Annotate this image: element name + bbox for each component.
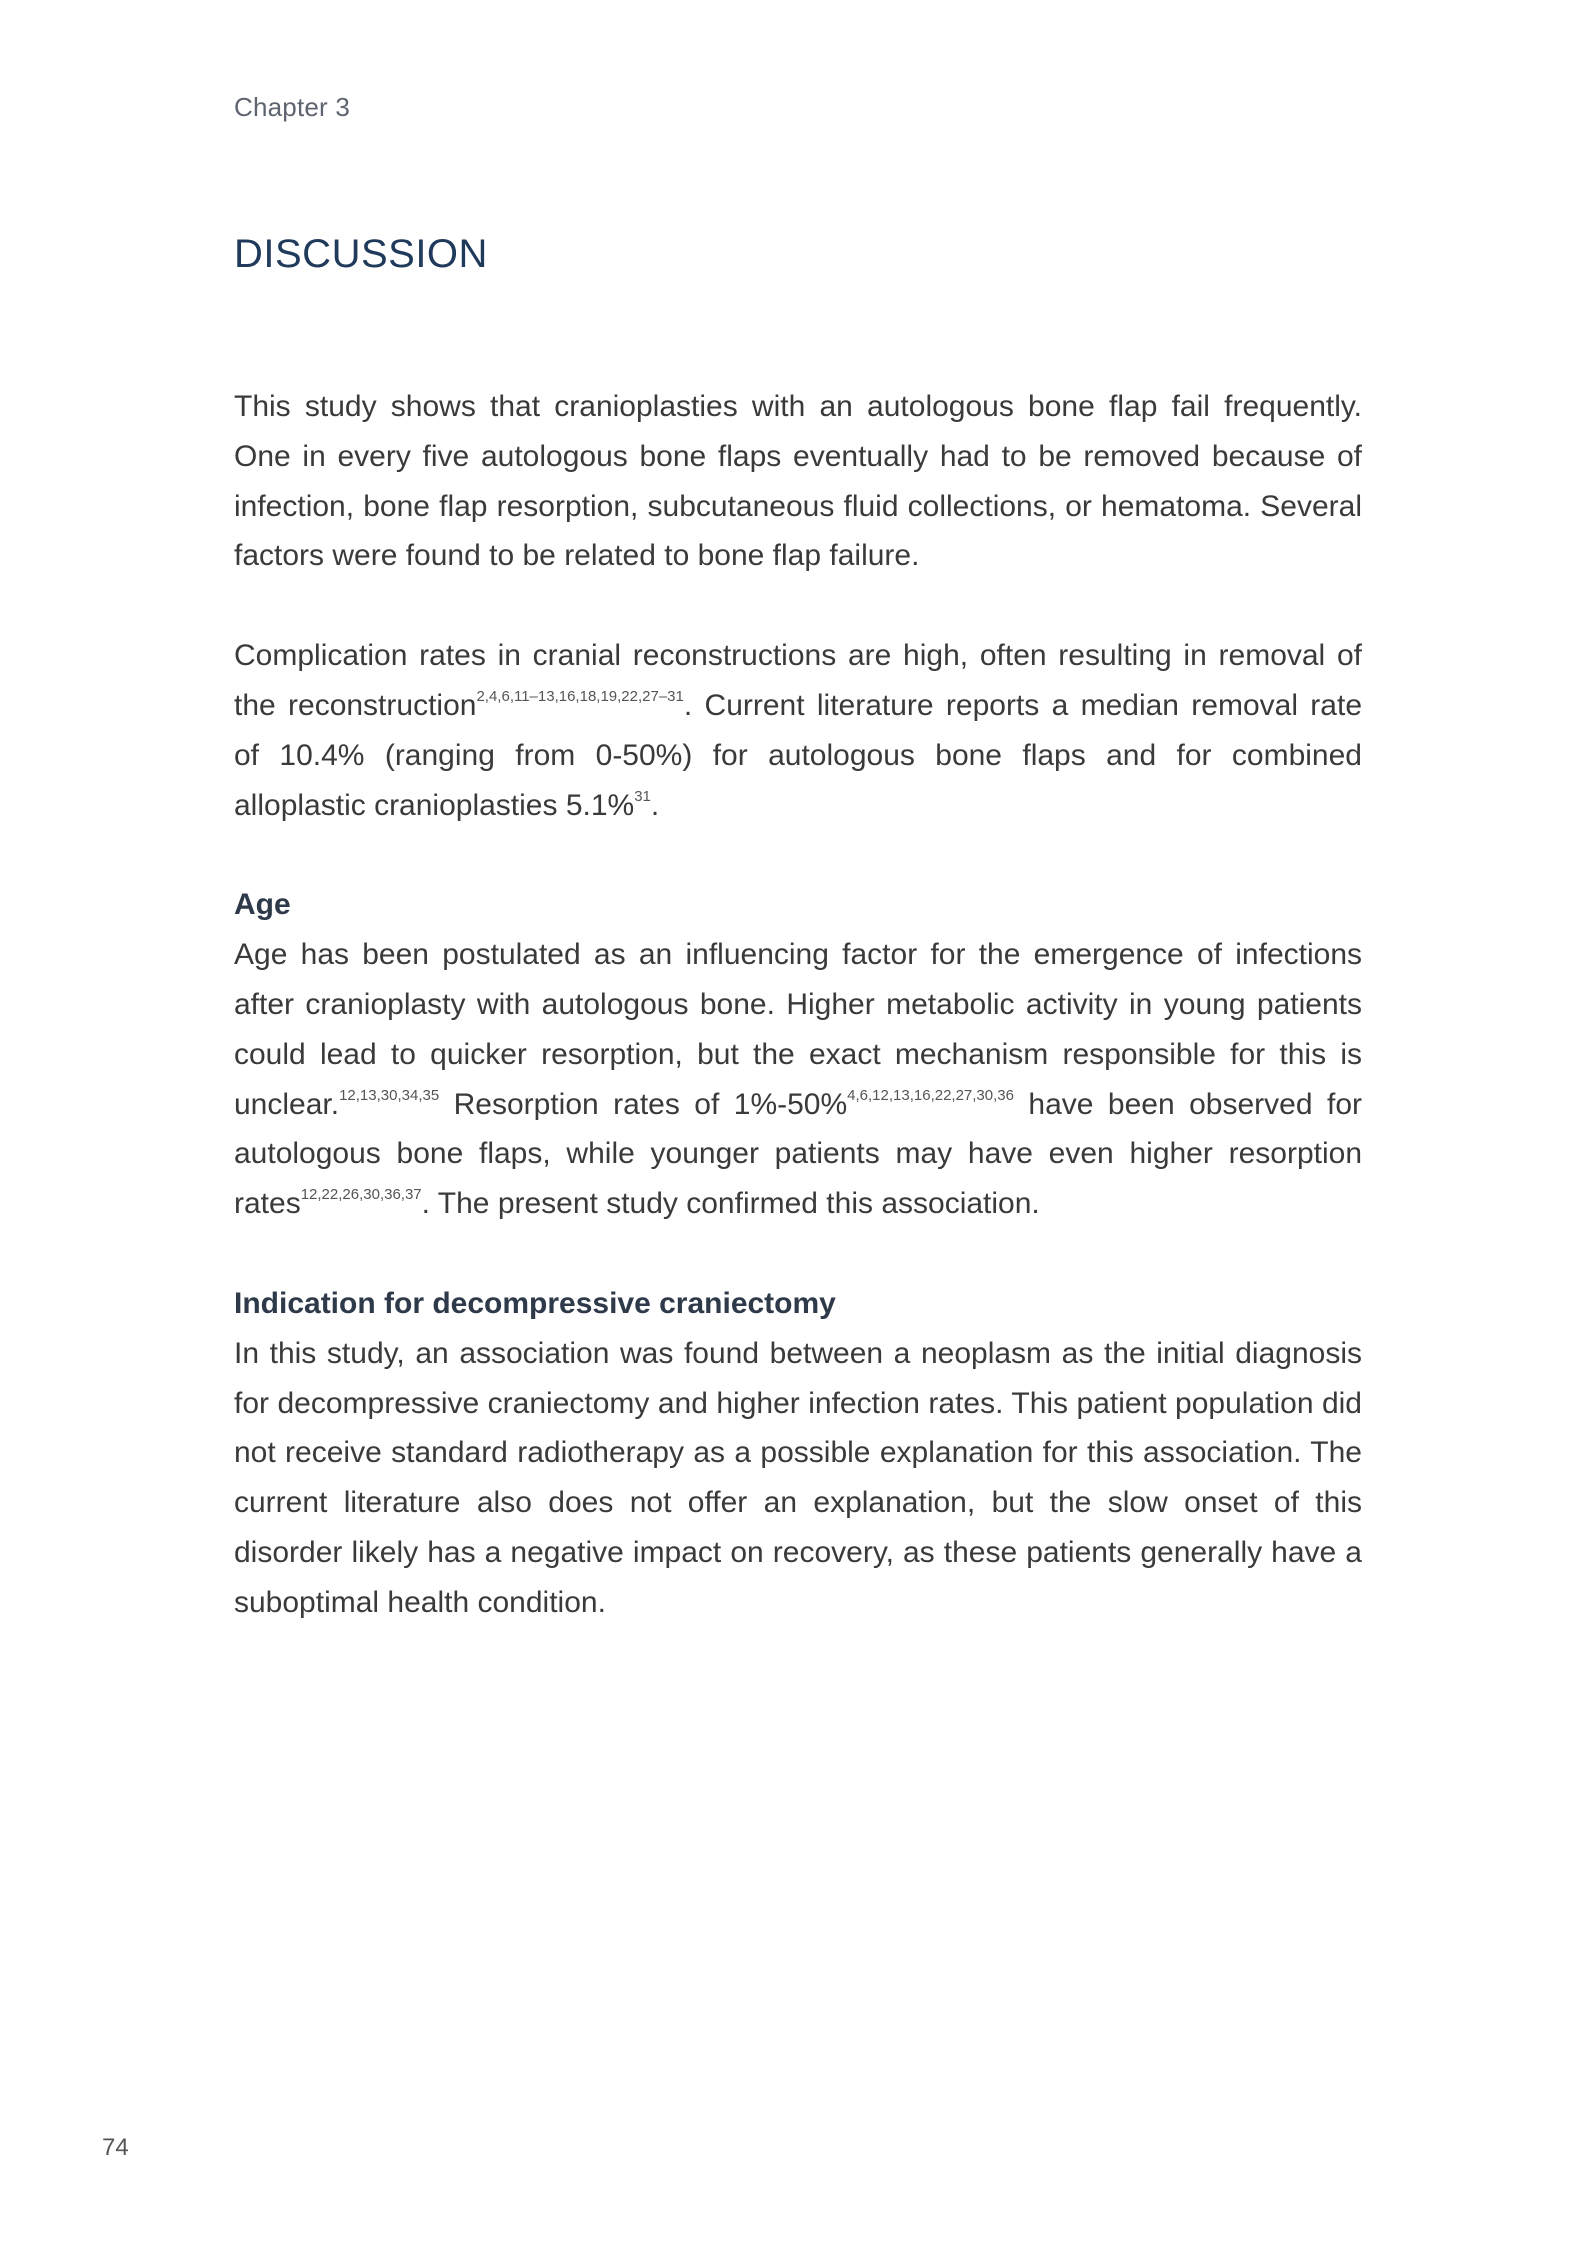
indication-paragraph: In this study, an association was found between a neoplasm as the initial diagnosis for decompressive craniectomy and higher infection rates. This patient population did not receive standard radiotherapy as a possible explanation for this association. The current literature also does not offer an explanation, but the slow onset of this disorder likely has a negative impact on recovery, as these patients generally have a suboptimal health condition. (234, 1336, 1362, 1619)
discussion-paragraph-2 (234, 631, 1362, 830)
subheading-indication: Indication for decompressive craniectomy (234, 1286, 836, 1320)
paragraph-text: . The present study confirmed this association. (421, 1187, 1040, 1221)
main-content (234, 226, 1362, 1628)
citation-superscript: 31 (634, 787, 651, 805)
age-paragraph (234, 930, 1362, 1229)
paragraph-text: have been observed for autologous bone flaps, while younger patients may have even higher resorption rates (234, 1087, 1362, 1221)
paragraph-text: Resorption rates of 1%-50% (439, 1087, 848, 1121)
paragraph-text: Age has been postulated as an influencing factor for the emergence of infections after cranioplasty with autologous bone. Higher metabolic activity in young patients could lead to quicker resorption, but the exact mechanism responsible for this is unclear. (234, 938, 1362, 1121)
discussion-paragraph-1: This study shows that cranioplasties with an autologous bone flap fail frequently. One in every five autologous bone flaps eventually had to be removed because of infection, bone flap resorption, subcutaneous fluid collections, or hematoma. Several factors were found to be related to bone flap failure. (234, 390, 1362, 573)
citation-superscript: 2,4,6,11–13,16,18,19,22,27–31 (476, 687, 684, 705)
citation-superscript: 12,22,26,30,36,37 (300, 1186, 422, 1204)
citation-superscript: 12,13,30,34,35 (339, 1086, 440, 1104)
page-number: 74 (102, 2134, 129, 2161)
citation-superscript: 4,6,12,13,16,22,27,30,36 (847, 1086, 1014, 1104)
section-title: DISCUSSION (234, 232, 488, 276)
paragraph-text: Complication rates in cranial reconstructions are high, often resulting in removal of the reconstruction (234, 639, 1362, 722)
running-head: Chapter 3 (234, 92, 350, 122)
paragraph-text: . Current literature reports a median removal rate of 10.4% (ranging from 0-50%) for autologous bone flaps and for combined alloplastic cranioplasties 5.1% (234, 688, 1362, 822)
subheading-age: Age (234, 888, 291, 922)
paragraph-text: . (650, 788, 660, 822)
